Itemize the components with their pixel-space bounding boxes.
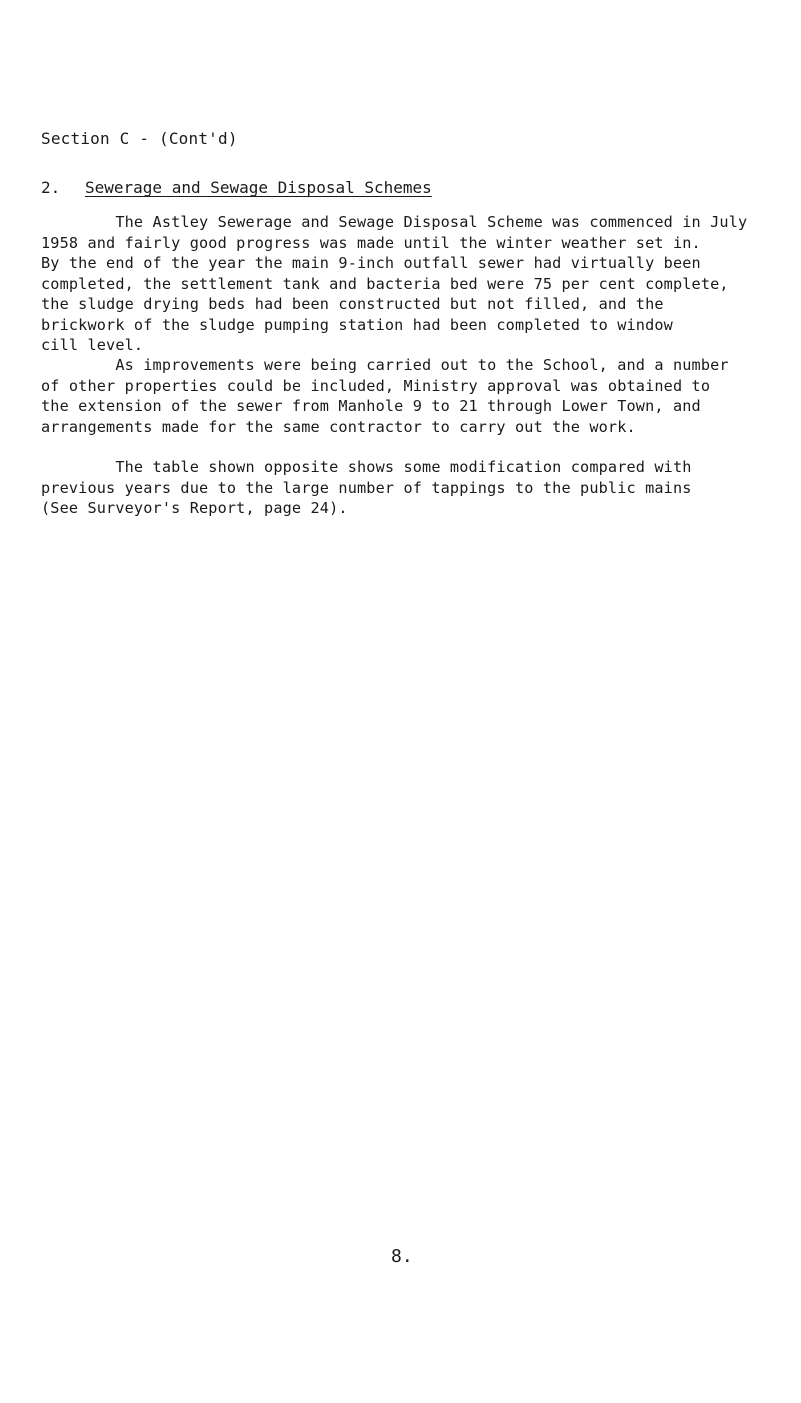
paragraph-line: By the end of the year the main 9-inch outfall sewer had virtually been xyxy=(41,254,701,272)
paragraph-line: arrangements made for the same contractor to carry out the work. xyxy=(41,417,636,436)
paragraph-table-note xyxy=(41,457,771,519)
paragraph-line: brickwork of the sludge pumping station had been completed to window xyxy=(41,315,673,334)
paragraph-line: 1958 and fairly good progress was made until the winter weather set in. xyxy=(41,233,701,252)
subsection-title: Sewerage and Sewage Disposal Schemes xyxy=(85,178,432,197)
paragraph-line: of other properties could be included, Ministry approval was obtained to xyxy=(41,376,711,395)
paragraph-line: the extension of the sewer from Manhole 9 to 21 through Lower Town, and xyxy=(41,397,701,415)
paragraph-line: The table shown opposite shows some modification compared with xyxy=(41,458,692,476)
paragraph-line: the sludge drying beds had been constructed but not filled, and the xyxy=(41,295,664,313)
section-heading: Section C - (Cont'd) xyxy=(41,129,238,148)
paragraph-astley-scheme xyxy=(41,212,771,356)
paragraph-line: previous years due to the large number of tappings to the public mains xyxy=(41,478,692,497)
paragraph-line: As improvements were being carried out to the School, and a number xyxy=(41,356,729,374)
paragraph-line: cill level. xyxy=(41,336,144,354)
page-number: 8. xyxy=(391,1246,413,1267)
paragraph-line: (See Surveyor's Report, page 24). xyxy=(41,499,348,517)
paragraph-line: completed, the settlement tank and bacteria bed were 75 per cent complete, xyxy=(41,274,729,293)
paragraph-line: The Astley Sewerage and Sewage Disposal Scheme was commenced in July xyxy=(41,213,748,231)
subsection-number: 2. xyxy=(41,178,61,197)
subsection-heading xyxy=(41,178,432,197)
paragraph-sewer-extension xyxy=(41,355,771,437)
